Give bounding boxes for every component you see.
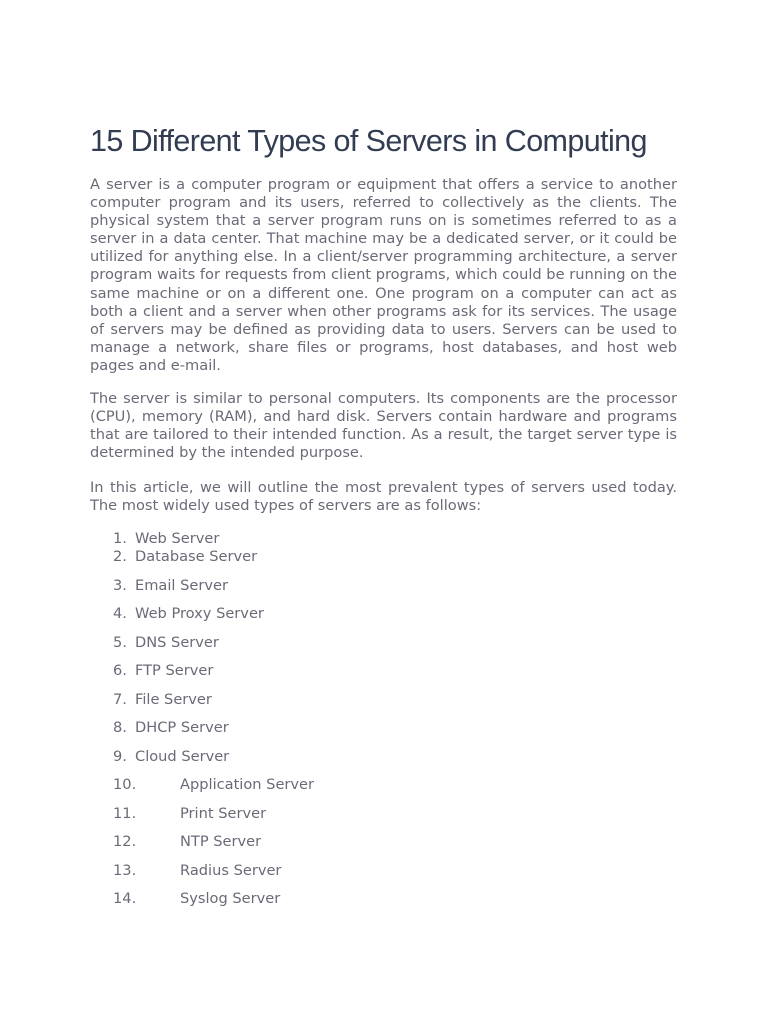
list-item-label: Web Server xyxy=(135,530,220,547)
list-item-label: NTP Server xyxy=(180,833,262,850)
list-item xyxy=(0,529,400,549)
components-paragraph: The server is similar to personal computers. Its components are the processor (CPU), memory (RAM), and hard disk. Servers contain hardware and programs that are tailored to their intended function. As a result, the target server type is determined by the intended purpose. xyxy=(90,390,677,462)
list-item xyxy=(0,661,400,681)
list-item-number: 4. xyxy=(113,605,127,622)
list-item-number: 2. xyxy=(113,548,127,565)
list-item xyxy=(0,861,400,881)
list-item-label: DNS Server xyxy=(135,634,219,651)
list-item-number: 3. xyxy=(113,577,127,594)
list-item-number: 9. xyxy=(113,748,127,765)
list-item xyxy=(0,690,400,710)
list-item-number: 7. xyxy=(113,691,127,708)
list-item-label: Cloud Server xyxy=(135,748,230,765)
list-item-label: FTP Server xyxy=(135,662,214,679)
list-item-number: 1. xyxy=(113,530,127,547)
list-item xyxy=(0,832,400,852)
list-item-number: 5. xyxy=(113,634,127,651)
list-item-number: 14. xyxy=(113,890,137,907)
document-title: 15 Different Types of Servers in Computing xyxy=(90,124,647,158)
intro-paragraph: A server is a computer program or equipment that offers a service to another computer program and its users, referred to collectively as the clients. The physical system that a server program runs on is sometimes referred to as a server in a data center. That machine may be a dedicated server, or it could be utilized for anything else. In a client/server programming architecture, a server program waits for requests from client programs, which could be running on the same machine or on a different one. One program on a computer can act as both a client and a server when other programs ask for its services. The usage of servers may be defined as providing data to users. Servers can be used to manage a network, share files or programs, host databases, and host web pages and e-mail. xyxy=(90,176,677,374)
list-item xyxy=(0,576,400,596)
list-item xyxy=(0,547,400,567)
list-item xyxy=(0,633,400,653)
list-item-label: File Server xyxy=(135,691,212,708)
list-item xyxy=(0,775,400,795)
list-item-label: Email Server xyxy=(135,577,228,594)
outline-paragraph: In this article, we will outline the most prevalent types of servers used today. The most widely used types of servers are as follows: xyxy=(90,479,677,515)
list-item xyxy=(0,718,400,738)
list-item xyxy=(0,889,400,909)
list-item-label: Database Server xyxy=(135,548,258,565)
list-item-number: 10. xyxy=(113,776,137,793)
list-item-label: Syslog Server xyxy=(180,890,281,907)
list-item-number: 13. xyxy=(113,862,137,879)
list-item-label: Print Server xyxy=(180,805,267,822)
list-item-label: Application Server xyxy=(180,776,315,793)
list-item xyxy=(0,604,400,624)
list-item-number: 8. xyxy=(113,719,127,736)
list-item-label: Radius Server xyxy=(180,862,282,879)
list-item xyxy=(0,747,400,767)
list-item xyxy=(0,804,400,824)
list-item-number: 11. xyxy=(113,805,137,822)
list-item-number: 12. xyxy=(113,833,137,850)
list-item-label: Web Proxy Server xyxy=(135,605,264,622)
list-item-label: DHCP Server xyxy=(135,719,229,736)
list-item-number: 6. xyxy=(113,662,127,679)
